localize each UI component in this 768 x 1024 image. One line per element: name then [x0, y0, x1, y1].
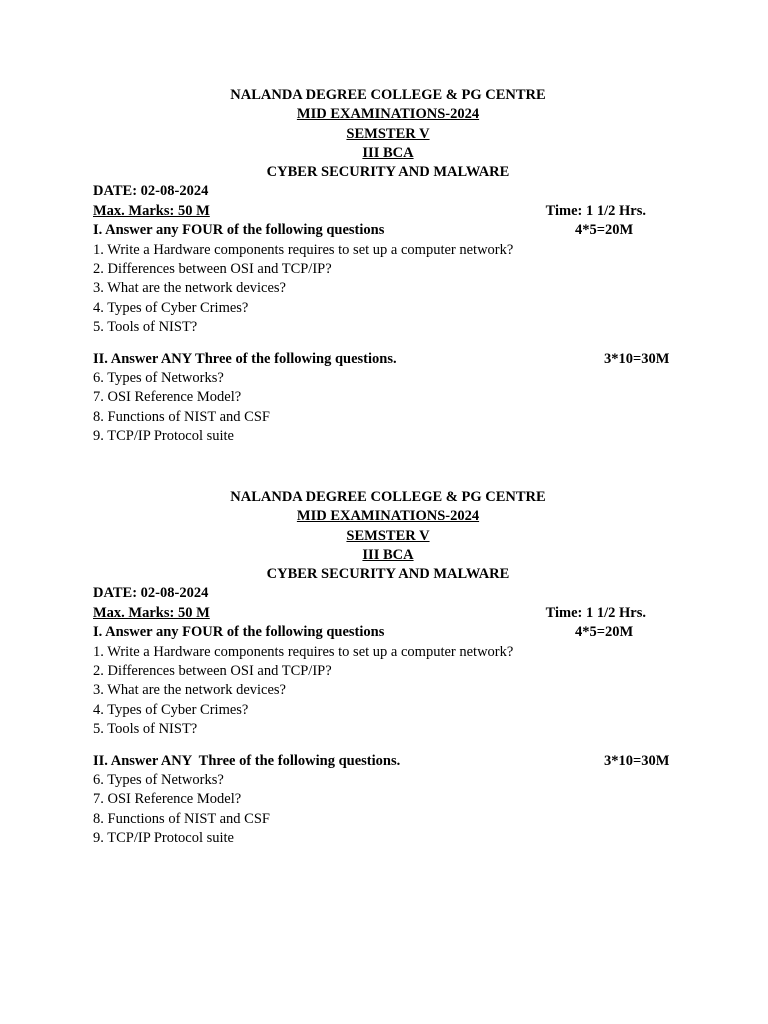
- semester-label: SEMSTER V: [346, 527, 430, 544]
- exam-duration: Time: 1 1/2 Hrs.: [545, 604, 646, 621]
- section-1-instruction: I. Answer any FOUR of the following questions: [93, 624, 385, 641]
- section-1-heading: [93, 623, 683, 642]
- question-item: 2. Differences between OSI and TCP/IP?: [93, 261, 332, 278]
- section-2-instruction: II. Answer ANY Three of the following questions.: [93, 350, 397, 367]
- section-1-marks: 4*5=20M: [575, 222, 634, 239]
- question-item: 8. Functions of NIST and CSF: [93, 810, 270, 827]
- max-marks: Max. Marks: 50 M: [93, 604, 210, 621]
- question-item: 1. Write a Hardware components requires to set up a computer network?: [93, 643, 514, 660]
- subject-title: CYBER SECURITY AND MALWARE: [266, 566, 510, 583]
- question-item: 4. Types of Cyber Crimes?: [93, 299, 249, 316]
- question-item: 3. What are the network devices?: [93, 682, 286, 699]
- question-item: 4. Types of Cyber Crimes?: [93, 701, 249, 718]
- section-1-heading: [93, 221, 683, 240]
- college-name: NALANDA DEGREE COLLEGE & PG CENTRE: [230, 489, 546, 505]
- question-item: 5. Tools of NIST?: [93, 721, 198, 738]
- exam-title: MID EXAMINATIONS-2024: [296, 508, 480, 525]
- marks-time-row: [93, 202, 646, 221]
- class-label: III BCA: [362, 546, 414, 563]
- college-name: NALANDA DEGREE COLLEGE & PG CENTRE: [230, 87, 546, 103]
- question-item: 6. Types of Networks?: [93, 772, 224, 788]
- question-item: 7. OSI Reference Model?: [93, 791, 242, 808]
- question-paper-2: [93, 488, 683, 849]
- section-1-instruction: I. Answer any FOUR of the following questions: [93, 222, 385, 239]
- question-item: 3. What are the network devices?: [93, 280, 286, 297]
- section-1-marks: 4*5=20M: [575, 624, 634, 641]
- section-2-instruction: II. Answer ANY Three of the following questions.: [93, 752, 401, 769]
- marks-time-row: [93, 604, 646, 623]
- max-marks: Max. Marks: 50 M: [93, 202, 210, 219]
- question-item: 5. Tools of NIST?: [93, 319, 198, 336]
- question-paper-1: [93, 86, 683, 447]
- exam-date: DATE: 02-08-2024: [93, 183, 209, 200]
- subject-title: CYBER SECURITY AND MALWARE: [266, 164, 510, 181]
- question-item: 8. Functions of NIST and CSF: [93, 408, 270, 425]
- section-2-heading: [93, 752, 683, 771]
- section-2-marks: 3*10=30M: [604, 350, 670, 367]
- semester-label: SEMSTER V: [346, 125, 430, 142]
- question-item: 1. Write a Hardware components requires to set up a computer network?: [93, 241, 514, 258]
- section-2-marks: 3*10=30M: [604, 752, 670, 769]
- exam-date: DATE: 02-08-2024: [93, 585, 209, 602]
- section-2-heading: [93, 350, 683, 369]
- question-item: 2. Differences between OSI and TCP/IP?: [93, 663, 332, 680]
- question-item: 9. TCP/IP Protocol suite: [93, 428, 234, 445]
- question-item: 6. Types of Networks?: [93, 370, 224, 386]
- question-item: 7. OSI Reference Model?: [93, 389, 242, 406]
- exam-title: MID EXAMINATIONS-2024: [296, 106, 480, 123]
- question-item: 9. TCP/IP Protocol suite: [93, 830, 234, 847]
- class-label: III BCA: [362, 144, 414, 161]
- exam-duration: Time: 1 1/2 Hrs.: [545, 202, 646, 219]
